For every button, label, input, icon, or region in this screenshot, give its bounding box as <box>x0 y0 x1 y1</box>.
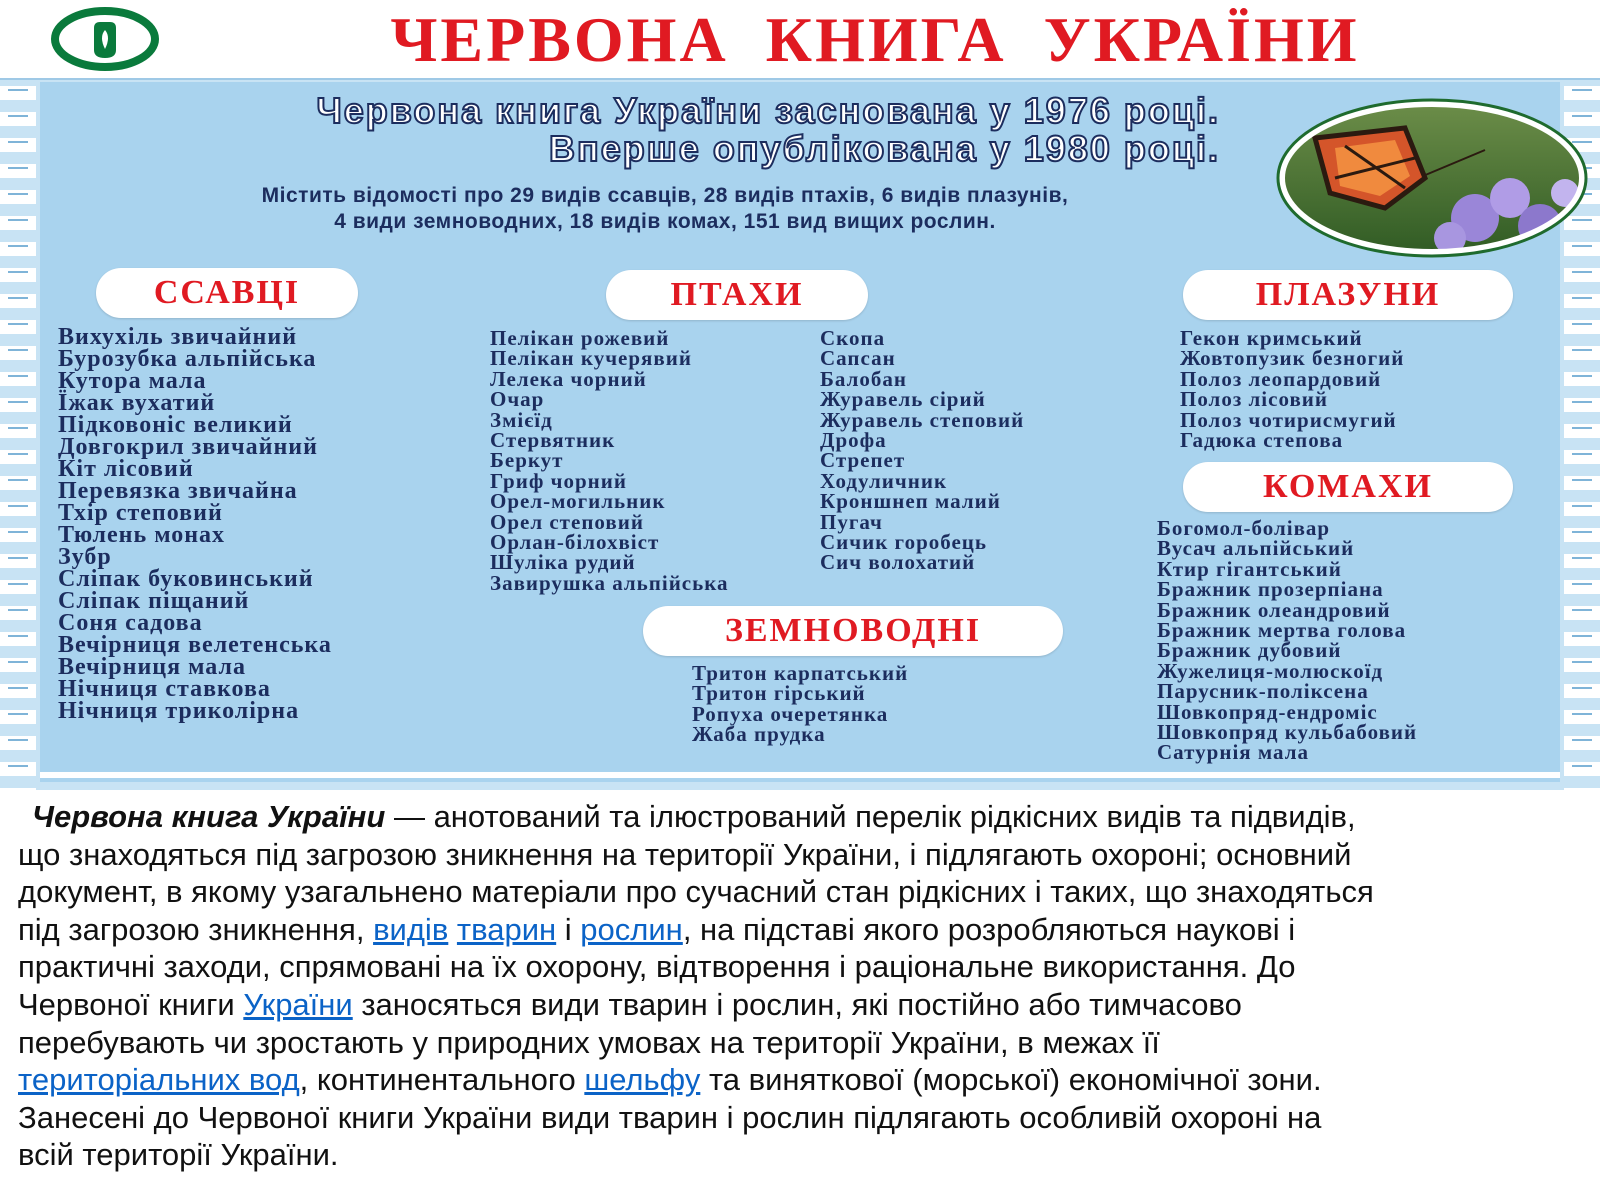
description-line-1-rest: — анотований та ілюстрований перелік рідкісних видів та підвидів, <box>385 799 1356 834</box>
species-item: Кіт лісовий <box>58 456 194 482</box>
species-item: Парусник-поліксена <box>1157 679 1369 704</box>
birds-list-column-1 <box>490 328 729 593</box>
species-item: Орлан-білохвіст <box>490 530 660 555</box>
link-shelf[interactable]: шельфу <box>584 1062 701 1098</box>
species-item: Вечірниця велетенська <box>58 632 332 658</box>
species-item: Сліпак піщаний <box>58 588 250 614</box>
description-line-7: перебувають чи зростають у природних умовах на території України, в межах її <box>18 1024 1160 1060</box>
species-item: Очар <box>490 387 545 412</box>
description-line-4-end: , на підставі якого розробляються наукові і <box>682 911 1296 947</box>
species-item: Шовкопряд кульбабовий <box>1157 720 1418 745</box>
species-item: Ктир гігантський <box>1157 556 1342 581</box>
species-item: Тритон гірський <box>692 681 866 706</box>
species-item: Бурозубка альпійська <box>58 346 317 372</box>
description-line-9: Занесені до Червоної книги України види тварин і рослин підлягають особливій охороні на <box>18 1099 1322 1135</box>
description-line-1 <box>18 798 1584 836</box>
species-item: Шовкопряд-ендроміс <box>1157 699 1378 724</box>
description-line-4-and: і <box>556 911 581 947</box>
reptiles-list <box>1180 326 1405 453</box>
amphibians-list <box>692 663 908 745</box>
species-item: Кроншнеп малий <box>820 489 1001 514</box>
species-item: Довгокрил звичайний <box>58 434 318 460</box>
birds-list-column-2 <box>820 328 1024 573</box>
species-item: Орел степовий <box>490 509 644 534</box>
link-plants[interactable]: рослин <box>580 911 683 947</box>
info-line-1: Містить відомості про 29 видів ссавців, 28 видів птахів, 6 видів плазунів, <box>261 184 1069 207</box>
species-item: Гриф чорний <box>490 468 627 493</box>
heading-amphibians: ЗЕМНОВОДНІ <box>643 606 1063 656</box>
description-line-3: документ, в якому узагальнено матеріали про сучасний стан рідкісних і таких, що знаходяться <box>18 874 1374 910</box>
heading-mammals: ССАВЦІ <box>96 268 358 318</box>
species-item: Жовтопузик безногий <box>1180 346 1405 371</box>
species-item: Журавель сірий <box>820 387 986 412</box>
butterfly-image <box>1275 98 1589 258</box>
species-item: Кутора мала <box>58 368 207 394</box>
species-item: Скопа <box>820 326 886 350</box>
species-item: Зубр <box>58 544 112 570</box>
description-line-8-mid: , континентального <box>299 1062 585 1098</box>
species-item: Полоз леопардовий <box>1180 366 1382 391</box>
species-item: Нічниця триколірна <box>58 698 300 724</box>
species-item: Тхір степовий <box>58 500 223 526</box>
species-item: Орел-могильник <box>490 489 666 514</box>
species-item: Бражник дубовий <box>1157 638 1342 663</box>
poster-title: ЧЕРВОНА КНИГА УКРАЇНИ <box>390 4 1360 75</box>
title-bar <box>0 0 1600 80</box>
species-item: Лелека чорний <box>490 366 647 391</box>
description-line-8 <box>18 1061 1584 1099</box>
species-item: Їжак вухатий <box>58 390 216 416</box>
species-item: Пелікан рожевий <box>490 326 670 350</box>
species-item: Бражник мертва голова <box>1157 618 1407 643</box>
description-line-6 <box>18 986 1584 1024</box>
heading-insects: КОМАХИ <box>1183 462 1513 512</box>
description-line-4 <box>18 911 1584 949</box>
species-item: Балобан <box>820 366 907 391</box>
decorative-border-left <box>0 80 36 790</box>
species-item: Гекон кримський <box>1180 326 1363 350</box>
published-line: Вперше опублікована у 1980 році. <box>549 128 1220 169</box>
link-species[interactable]: видів <box>373 911 449 947</box>
species-item: Бражник прозерпіана <box>1157 577 1384 602</box>
description-line-6-end: заносяться види тварин і рослин, які постійно або тимчасово <box>352 986 1242 1022</box>
heading-birds: ПТАХИ <box>606 270 868 320</box>
species-item: Завирушка альпійська <box>490 570 729 595</box>
description-line-4-start: під загрозою зникнення, <box>18 911 374 947</box>
mammals-list <box>58 326 332 722</box>
species-item: Ходуличник <box>820 468 948 493</box>
description-line-8-end: та виняткової (морської) економічної зони. <box>700 1062 1322 1098</box>
species-item: Пугач <box>820 509 883 534</box>
species-item: Ропуха очеретянка <box>692 701 889 726</box>
species-item: Беркут <box>490 448 564 473</box>
species-item: Сліпак буковинський <box>58 566 314 592</box>
description-text <box>18 798 1584 1174</box>
species-item: Підковоніс великий <box>58 412 293 438</box>
species-item: Вечірниця мала <box>58 654 246 680</box>
description-line-6-start: Червоної книги <box>18 986 244 1022</box>
red-book-term: Червона книга України <box>32 799 386 834</box>
species-item: Полоз чотирисмугий <box>1180 407 1397 432</box>
species-item: Соня садова <box>58 610 203 636</box>
species-item: Стервятник <box>490 428 616 453</box>
species-item: Вихухіль звичайний <box>58 324 298 350</box>
heading-reptiles: ПЛАЗУНИ <box>1183 270 1513 320</box>
link-territorial-waters[interactable]: територіальних вод <box>18 1062 300 1098</box>
species-item: Бражник олеандровий <box>1157 597 1391 622</box>
species-item: Сатурнія мала <box>1157 740 1310 765</box>
species-item: Полоз лісовий <box>1180 387 1328 412</box>
bottom-divider <box>40 772 1560 778</box>
description-line-5: практичні заходи, спрямовані на їх охорону, відтворення і раціональне використання. До <box>18 949 1296 985</box>
species-item: Стрепет <box>820 448 906 473</box>
species-item: Нічниця ставкова <box>58 676 271 702</box>
species-item: Богомол-болівар <box>1157 516 1331 540</box>
insects-list <box>1157 518 1417 763</box>
species-item: Тритон карпатський <box>692 661 909 685</box>
species-item: Вусач альпійський <box>1157 536 1355 561</box>
species-item: Гадюка степова <box>1180 428 1344 453</box>
description-line-10: всій території України. <box>18 1137 339 1173</box>
link-animals[interactable]: тварин <box>456 911 557 947</box>
description-line-2: що знаходяться під загрозою зникнення на території України, і підлягають охороні; основний <box>18 836 1352 872</box>
species-item: Журавель степовий <box>820 407 1025 432</box>
species-item: Перевязка звичайна <box>58 478 298 504</box>
link-ukraine[interactable]: України <box>243 986 353 1022</box>
red-book-logo <box>50 6 160 72</box>
species-item: Жужелиця-молюскоїд <box>1157 658 1384 683</box>
founded-line: Червона книга України заснована у 1976 році. <box>316 90 1220 131</box>
species-item: Сич волохатий <box>820 550 976 575</box>
species-item: Сичик горобець <box>820 530 987 555</box>
species-item: Шуліка рудий <box>490 550 636 575</box>
species-item: Жаба прудка <box>692 722 826 747</box>
species-item: Пелікан кучерявий <box>490 346 692 371</box>
species-item: Тюлень монах <box>58 522 226 548</box>
species-item: Сапсан <box>820 346 896 371</box>
info-line-2: 4 види земноводних, 18 видів комах, 151 вид вищих рослин. <box>334 210 996 233</box>
species-item: Дрофа <box>820 428 887 453</box>
species-item: Змієїд <box>490 407 553 432</box>
